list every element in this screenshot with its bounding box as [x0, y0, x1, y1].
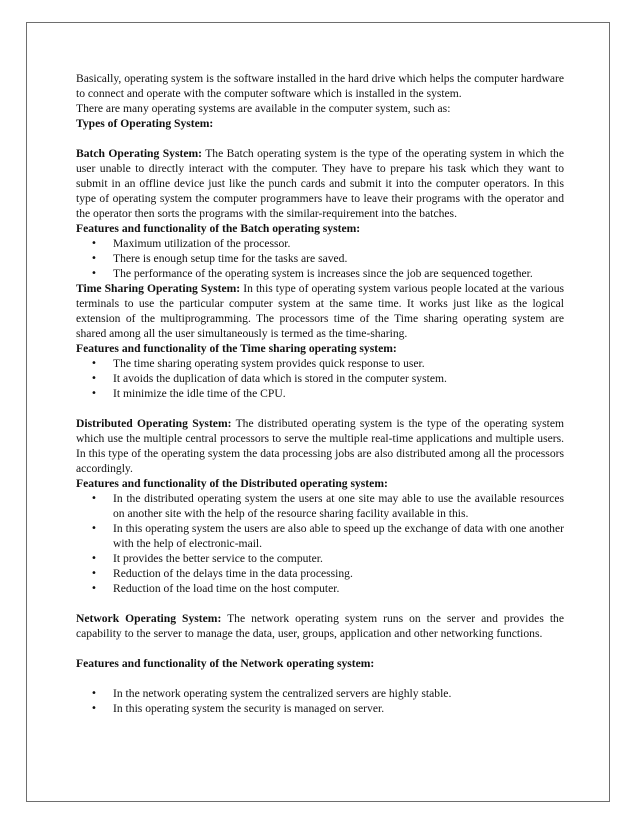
list-item: • The time sharing operating system provides quick response to user.	[76, 356, 564, 371]
types-heading: Types of Operating System:	[76, 117, 214, 130]
document-body	[76, 71, 564, 716]
list-item: • The performance of the operating system is increases since the job are sequenced together.	[76, 266, 564, 281]
intro-line: There are many operating systems are available in the computer system, such as:	[76, 102, 451, 115]
time-sharing-features-heading: Features and functionality of the Time sharing operating system:	[76, 342, 397, 355]
list-item: • Maximum utilization of the processor.	[76, 236, 564, 251]
batch-text: The Batch operating system is the type of the operating system in which the user unable to directly interact with the computer. They have to prepare his task which they want to submit in an offline device just like the punch cards and submit it into the computer operators. In this type of operating system the computer programmers have to leave their programs with the operator and the operator then sorts the programs with the similar-requirement into the batches.	[76, 147, 564, 220]
network-title: Network Operating System:	[76, 612, 222, 625]
time-sharing-paragraph	[76, 281, 564, 341]
list-item: • In this operating system the security is managed on server.	[76, 701, 564, 716]
time-sharing-text: In this type of operating system various people located at the various terminals to use the particular computer system at the same time. It works just like as the logical extension of the multiprogramming. The processors time of the Time sharing operating system are shared among all the user simultaneously is termed as the time-sharing.	[76, 282, 565, 340]
distributed-text: The distributed operating system is the type of the operating system which use the multiple central processors to serve the multiple real-time applications and multiple users. In this type of the operating system the data processing jobs are also distributed among all the processors accordingly.	[76, 417, 564, 475]
list-item: • It minimize the idle time of the CPU.	[76, 386, 564, 401]
time-sharing-features-list	[76, 356, 564, 401]
list-item: • Reduction of the load time on the host computer.	[76, 581, 564, 596]
distributed-paragraph	[76, 416, 564, 476]
list-item: • It provides the better service to the computer.	[76, 551, 564, 566]
list-item: • Reduction of the delays time in the data processing.	[76, 566, 564, 581]
distributed-features-list	[76, 491, 564, 596]
batch-paragraph	[76, 146, 564, 221]
time-sharing-title: Time Sharing Operating System:	[76, 282, 241, 295]
list-item: • In the network operating system the centralized servers are highly stable.	[76, 686, 564, 701]
intro-paragraph: Basically, operating system is the software installed in the hard drive which helps the computer hardware to connect and operate with the computer software which is installed in the system.	[76, 72, 564, 100]
distributed-features-heading: Features and functionality of the Distributed operating system:	[76, 477, 388, 490]
network-paragraph	[76, 611, 564, 641]
network-text: The network operating system runs on the server and provides the capability to the server to manage the data, user, groups, application and other networking functions.	[76, 612, 564, 640]
batch-features-heading: Features and functionality of the Batch operating system:	[76, 222, 361, 235]
network-features-list	[76, 686, 564, 716]
list-item: • In this operating system the users are also able to speed up the exchange of data with one another with the help of electronic-mail.	[76, 521, 564, 551]
list-item: • It avoids the duplication of data which is stored in the computer system.	[76, 371, 564, 386]
batch-title: Batch Operating System:	[76, 147, 202, 160]
batch-features-list	[76, 236, 564, 281]
list-item: • There is enough setup time for the tasks are saved.	[76, 251, 564, 266]
network-features-heading: Features and functionality of the Network operating system:	[76, 657, 375, 670]
distributed-title: Distributed Operating System:	[76, 417, 232, 430]
list-item: • In the distributed operating system the users at one site may able to use the available resources on another site with the help of the resource sharing facility available in this.	[76, 491, 564, 521]
